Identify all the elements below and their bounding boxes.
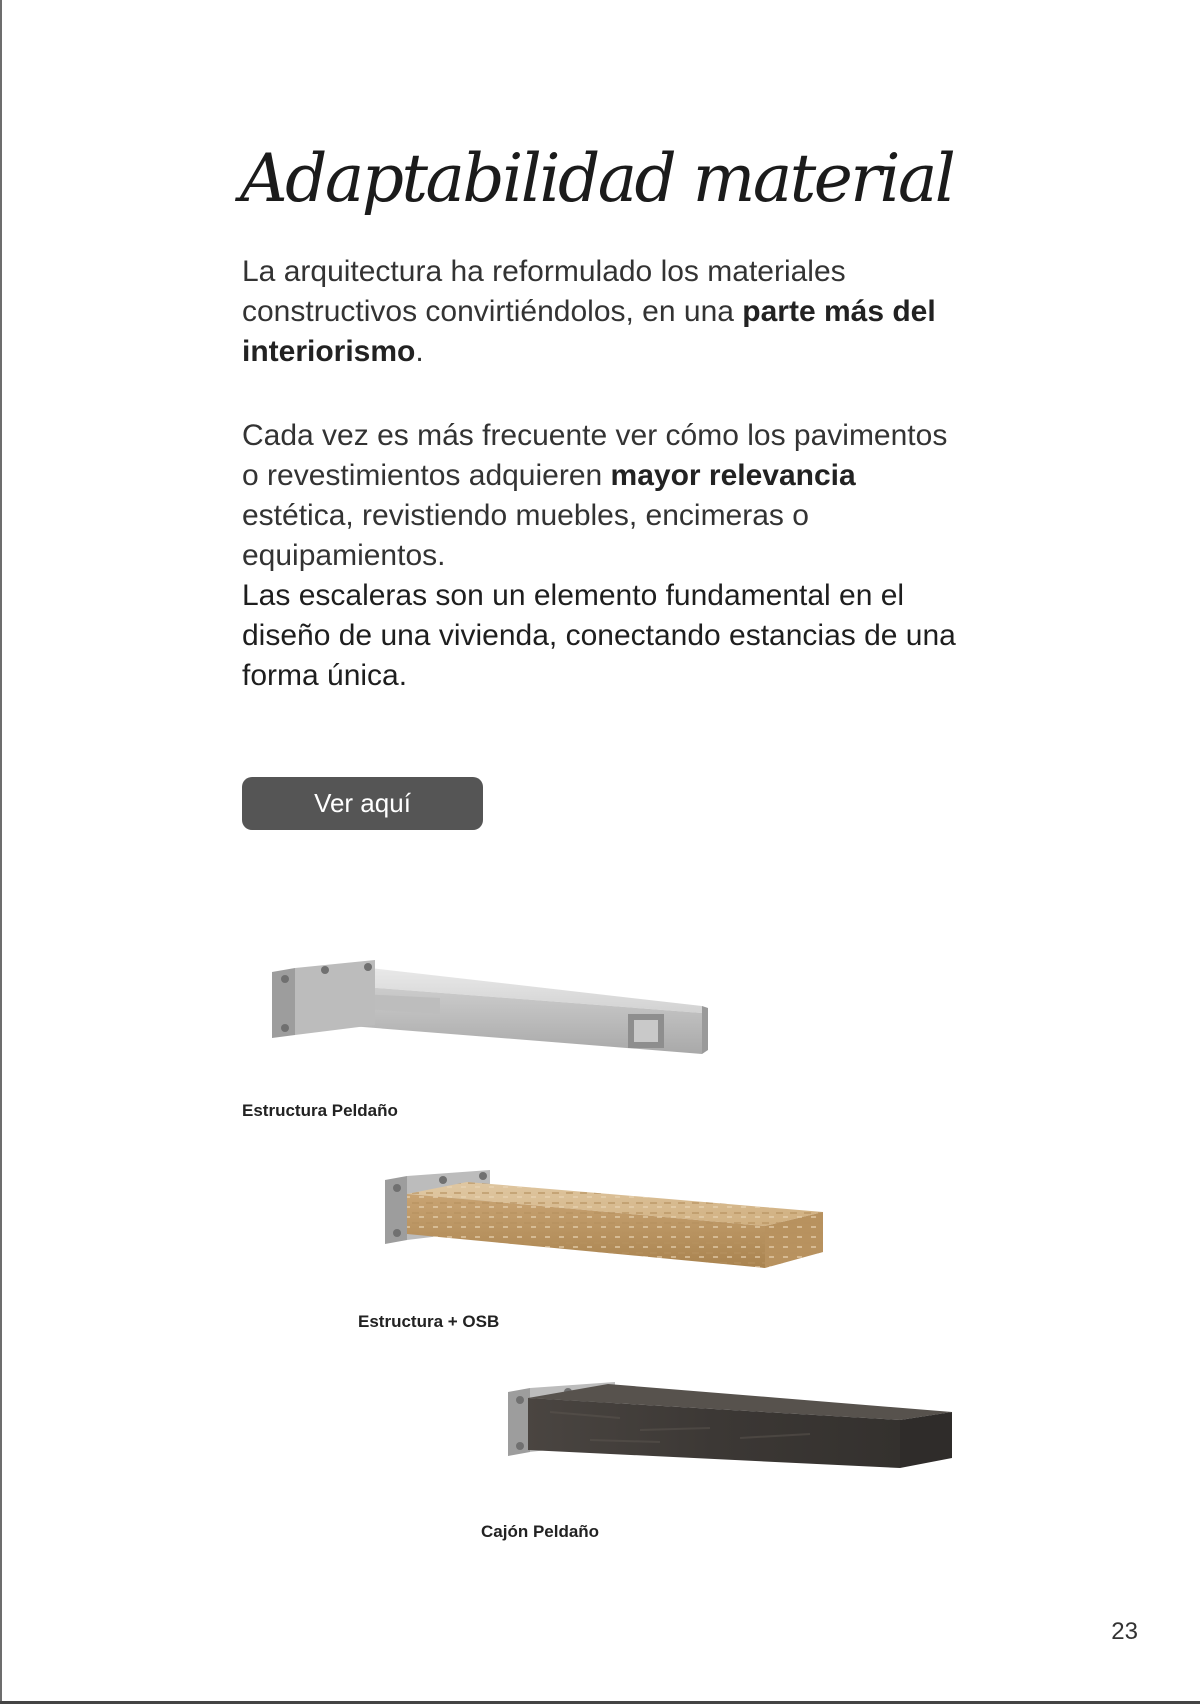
page-number: 23 — [1111, 1618, 1138, 1645]
step-box-image — [480, 1300, 970, 1500]
osb-step-caption: Estructura + OSB — [358, 1312, 500, 1331]
step-box-caption: Cajón Peldaño — [481, 1522, 600, 1541]
view-here-button[interactable]: Ver aquí — [242, 777, 483, 830]
stairs-paragraph: Las escaleras son un elemento fundamental en el diseño de una vivienda, conectando estancias de una forma única. — [242, 579, 956, 692]
intro-emphasis: parte más del interiorismo — [242, 295, 936, 368]
materials-text: Cada vez es más frecuente ver cómo los pavimentos o revestimientos adquieren — [242, 419, 948, 492]
intro-text: La arquitectura ha reformulado los materiales constructivos convirtiéndolos, en una — [242, 255, 846, 328]
intro-paragraph — [242, 252, 962, 372]
materials-text-end: estética, revistiendo muebles, encimeras o equipamientos. — [242, 499, 809, 572]
page-left-edge — [0, 0, 2, 1704]
osb-step-image — [355, 1100, 875, 1300]
step-structure-image — [240, 890, 760, 1100]
intro-text-end: . — [415, 335, 424, 368]
page-title: Adaptabilidad material — [240, 140, 954, 217]
materials-paragraph — [242, 416, 962, 576]
step-structure-caption: Estructura Peldaño — [242, 1101, 398, 1120]
materials-emphasis: mayor relevancia — [610, 459, 856, 492]
